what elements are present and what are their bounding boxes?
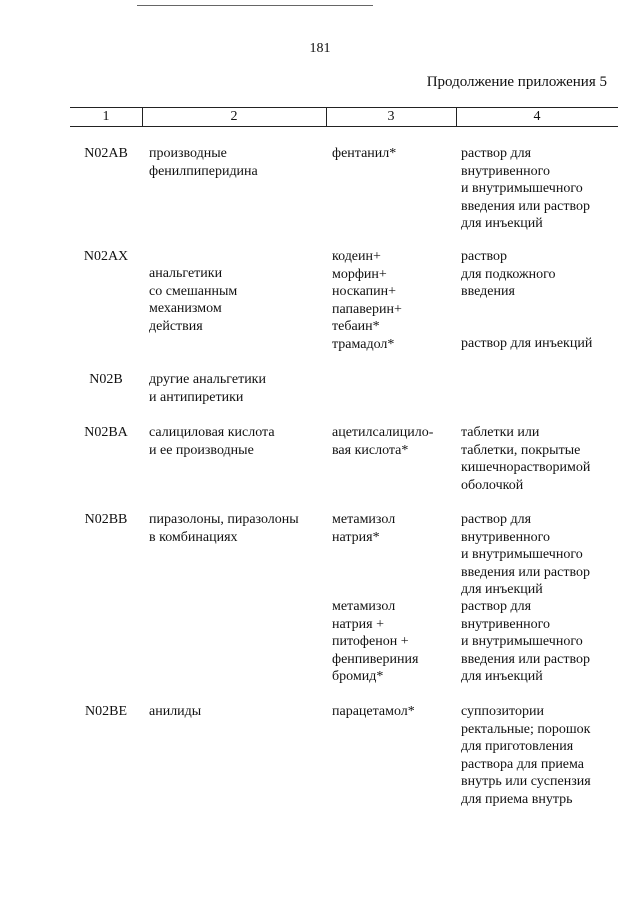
group-name: салициловая кислота и ее производные [149,425,275,458]
header-col-2: 2 [230,109,238,124]
atc-code: N02B [89,372,123,387]
header-col-4: 4 [533,109,541,124]
drug-name: метамизол натрия + питофенон + фенпивериния бромид* [332,599,419,684]
atc-code: N02AX [83,249,129,264]
dosage-form: раствор для подкожного введения [461,249,556,299]
group-name: анальгетики со смешанным механизмом действия [149,266,238,334]
top-rule [137,5,373,6]
page-number: 181 [309,41,331,56]
drug-name: парацетамол* [332,704,415,719]
group-name: другие анальгетики и антипиретики [149,372,266,405]
table-header [70,107,618,127]
dosage-form: таблетки или таблетки, покрытые кишечнорастворимой оболочкой [461,425,591,493]
dosage-form: раствор для инъекций [461,336,593,351]
group-name: производные фенилпиперидина [149,146,258,179]
dosage-form: раствор для внутривенного и внутримышечного введения или раствор для инъекций [461,512,590,597]
drug-name: ацетилсалицило- вая кислота* [332,425,434,458]
group-name: анилиды [149,704,202,719]
dosage-form: раствор для внутривенного и внутримышечного введения или раствор для инъекций [461,146,590,231]
atc-code: N02BA [84,425,128,440]
header-col-3: 3 [387,109,395,124]
group-name: пиразолоны, пиразолоны в комбинациях [149,512,299,545]
drug-name: фентанил* [332,146,397,161]
dosage-form: суппозитории ректальные; порошок для приготовления раствора для приема внутрь или суспензия для приема внутрь [461,704,591,807]
drug-name: метамизол натрия* [332,512,396,545]
header-col-1: 1 [102,109,110,124]
atc-code: N02BE [85,704,127,719]
continuation-label: Продолжение приложения 5 [426,74,607,90]
drug-name: кодеин+ морфин+ носкапин+ папаверин+ тебаин* трамадол* [332,249,402,352]
dosage-form: раствор для внутривенного и внутримышечного введения или раствор для инъекций [461,599,590,684]
atc-code: N02BB [84,512,128,527]
atc-code: N02AB [84,146,128,161]
